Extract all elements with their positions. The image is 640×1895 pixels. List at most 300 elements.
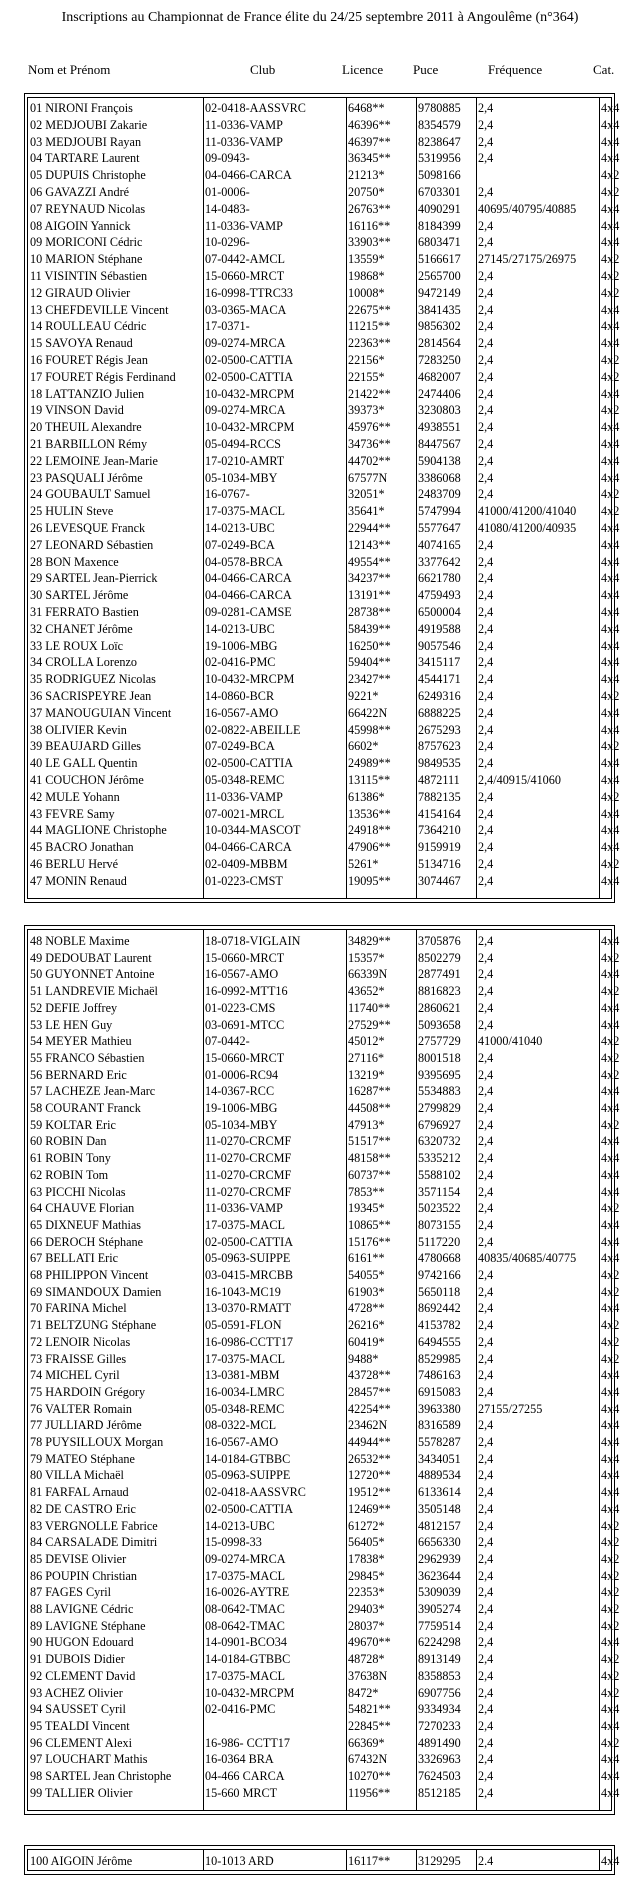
cell-frequence: 2,4 [478,672,494,687]
cell-club: 14-0213-UBC [205,1518,275,1533]
cell-cat: 4x2 [601,504,620,519]
cell-name: 38 OLIVIER Kevin [30,722,127,737]
cell-name: 48 NOBLE Maxime [30,934,130,948]
cell-name: 63 PICCHI Nicolas [30,1184,126,1199]
header-licence: Licence [342,62,384,77]
cell-frequence: 2,4 [478,806,494,821]
cell-club: 11-0336-VAMP [205,218,283,233]
cell-licence: 67577N [348,470,388,485]
cell-frequence: 2,4 [478,1334,494,1349]
cell-name: 70 FARINA Michel [30,1301,127,1316]
table-row [28,234,620,251]
cell-licence: 58439** [348,621,391,636]
cell-name: 57 LACHEZE Jean-Marc [30,1084,156,1099]
cell-name: 94 SAUSSET Cyril [30,1702,126,1717]
cell-puce: 3386068 [418,470,461,485]
cell-name: 66 DEROCH Stéphane [30,1234,144,1249]
cell-licence: 13559* [348,252,385,267]
cell-cat: 4x4 [601,1184,620,1199]
cell-frequence: 2,4 [478,1134,494,1149]
cell-club: 02-0500-CATTIA [205,369,294,384]
cell-cat: 4x4 [601,773,620,787]
cell-licence: 19512** [348,1485,391,1500]
table-row [28,966,620,983]
cell-name: 52 DEFIE Joffrey [30,1000,118,1015]
cell-name: 26 LEVESQUE Franck [30,521,146,535]
table-row [28,604,620,621]
cell-puce: 3415117 [418,655,461,670]
cell-club: 02-0416-PMC [205,1702,276,1717]
cell-frequence: 2,4 [478,840,494,855]
cell-licence: 13115** [348,773,391,787]
cell-cat: 4x4 [601,873,620,888]
table-row [28,1735,620,1752]
cell-puce: 5588102 [418,1167,461,1182]
cell-licence: 61272* [348,1518,385,1533]
cell-frequence: 2,4 [478,1284,494,1299]
cell-cat: 4x2 [601,1334,620,1349]
cell-puce: 6803471 [418,235,461,250]
cell-puce: 4780668 [418,1251,461,1266]
cell-licence: 48158** [348,1151,391,1166]
cell-puce: 4872111 [418,773,460,787]
cell-club: 09-0274-MRCA [205,1551,286,1566]
cell-name: 17 FOURET Régis Ferdinand [30,369,176,384]
table-row [28,1117,620,1134]
cell-licence: 59404** [348,655,391,670]
column-headers [28,62,628,78]
table-row [28,1751,620,1768]
table-row [28,1250,620,1267]
cell-frequence: 41000/41200/41040 [478,504,577,519]
cell-cat: 4x2 [601,269,620,283]
cell-club: 14-0184-GTBBC [205,1652,291,1667]
cell-licence: 61386* [348,789,385,804]
cell-club: 02-0500-CATTIA [205,756,294,771]
cell-cat: 4x4 [601,1451,620,1466]
cell-frequence: 2,4 [478,950,494,965]
cell-puce: 3623644 [418,1568,461,1583]
cell-club: 05-1034-MBY [205,470,278,485]
cell-frequence: 2,4 [478,739,494,754]
cell-puce: 4891490 [418,1735,461,1750]
cell-puce: 5098166 [418,168,461,183]
table-row [28,1434,620,1451]
cell-cat: 4x2 [601,1585,620,1600]
cell-licence: 45998** [348,722,391,737]
cell-cat: 4x2 [601,1351,620,1366]
cell-frequence: 2,4 [478,1000,494,1015]
cell-licence: 8472* [348,1685,379,1700]
cell-puce: 7882135 [418,789,461,804]
cell-name: 100 AIGOIN Jérôme [30,1854,133,1868]
cell-licence: 26216* [348,1318,385,1333]
cell-frequence: 2,4 [478,353,494,367]
table-row [28,386,620,403]
cell-frequence: 2,4 [478,369,494,384]
table-row [28,1067,620,1084]
cell-cat: 4x4 [601,638,620,653]
cell-licence: 28457** [348,1384,391,1399]
page-title: Inscriptions au Championnat de France élite du 24/25 septembre 2011 à Angoulême (n°364) [61,10,579,25]
cell-club: 10-0432-MRCPM [205,386,295,401]
cell-name: 37 MANOUGUIAN Vincent [30,705,172,720]
cell-frequence: 27145/27175/26975 [478,252,577,267]
cell-club: 04-0466-CARCA [205,168,292,183]
cell-puce: 9742166 [418,1268,461,1282]
cell-cat: 4x2 [601,185,620,199]
cell-club: 11-0270-CRCMF [205,1167,292,1182]
table-row [28,1701,620,1718]
cell-cat: 4x4 [601,840,620,855]
cell-licence: 56405* [348,1535,385,1550]
cell-cat: 4x4 [601,302,620,317]
cell-club: 15-660 MRCT [205,1785,278,1800]
cell-cat: 4x4 [601,806,620,821]
cell-frequence: 2,4 [478,1468,494,1483]
cell-frequence: 2,4 [478,386,494,401]
cell-licence: 28037* [348,1618,385,1633]
cell-cat: 4x4 [601,1251,620,1266]
cell-name: 19 VINSON David [30,403,124,418]
cell-club: 10-0432-MRCPM [205,420,295,435]
cell-puce: 2799829 [418,1101,461,1115]
cell-name: 47 MONIN Renaud [30,873,127,888]
cell-club: 15-0660-MRCT [205,950,285,965]
cell-name: 33 LE ROUX Loïc [30,638,124,653]
cell-frequence: 2,4 [478,1368,494,1383]
cell-licence: 34237** [348,571,391,586]
cell-cat: 4x2 [601,984,620,999]
table-row [28,150,620,167]
table-row [28,1217,620,1234]
cell-frequence: 2,4 [478,185,494,199]
cell-club: 05-0963-SUIPPE [205,1468,291,1483]
cell-club: 16-0992-MTT16 [205,984,288,999]
cell-cat: 4x4 [601,101,620,115]
cell-name: 67 BELLATI Eric [30,1251,118,1266]
cell-puce: 4154164 [418,806,461,821]
cell-name: 96 CLEMENT Alexi [30,1735,133,1750]
table-row [28,722,620,739]
cell-name: 02 MEDJOUBI Zakarie [30,117,148,132]
cell-club: 05-0494-RCCS [205,437,281,451]
table-row [28,218,620,235]
cell-name: 11 VISINTIN Sébastien [30,269,148,283]
cell-cat: 4x4 [601,336,620,351]
cell-puce: 2565700 [418,269,461,283]
cell-club: 11-0270-CRCMF [205,1134,292,1149]
cell-puce: 6133614 [418,1485,461,1500]
table-row [28,1000,620,1017]
cell-frequence: 40695/40795/40885 [478,201,577,216]
table-row [28,302,620,319]
table-row [28,772,620,789]
table-row [28,1300,620,1317]
cell-licence: 22353* [348,1585,385,1600]
cell-club: 02-0416-PMC [205,655,276,670]
header-puce: Puce [413,62,439,77]
cell-puce: 4919588 [418,621,461,636]
table-row [28,1518,620,1535]
cell-puce: 6907756 [418,1685,461,1700]
cell-club: 02-0418-AASSVRC [205,1485,306,1500]
cell-licence: 66339N [348,967,388,982]
table-row [28,1668,620,1685]
cell-name: 99 TALLIER Olivier [30,1785,133,1800]
cell-club: 02-0409-MBBM [205,857,288,871]
cell-club: 17-0375-MACL [205,504,285,519]
cell-licence: 23427** [348,672,391,687]
cell-puce: 4938551 [418,420,461,435]
cell-puce: 5117220 [418,1234,461,1249]
cell-club: 17-0375-MACL [205,1568,285,1583]
cell-cat: 4x2 [601,1268,620,1282]
cell-licence: 35641* [348,504,385,519]
cell-club: 17-0375-MACL [205,1351,285,1366]
cell-licence: 44702** [348,453,391,468]
cell-puce: 3377642 [418,554,461,569]
cell-name: 85 DEVISE Olivier [30,1551,127,1566]
cell-name: 75 HARDOIN Grégory [30,1384,146,1399]
table-row [28,1718,620,1735]
header-name: Nom et Prénom [28,62,111,77]
cell-licence: 22363** [348,336,391,351]
cell-licence: 22675** [348,302,391,317]
table-row [28,1050,620,1067]
cell-puce: 9856302 [418,319,461,334]
table-row [28,1551,620,1568]
cell-licence: 22155* [348,369,385,384]
cell-name: 78 PUYSILLOUX Morgan [30,1435,164,1449]
cell-licence: 51517** [348,1134,391,1149]
entries-table-1 [24,93,620,903]
cell-cat: 4x4 [601,1101,620,1115]
cell-cat: 4x4 [601,218,620,233]
cell-licence: 48728* [348,1652,385,1667]
cell-club: 02-0822-ABEILLE [205,722,301,737]
cell-frequence: 2,4 [478,1535,494,1550]
cell-frequence: 2,4 [478,1268,494,1282]
cell-club: 19-1006-MBG [205,1101,278,1115]
cell-cat: 4x2 [601,285,620,300]
table-row [28,789,620,806]
cell-name: 16 FOURET Régis Jean [30,353,148,367]
cell-cat: 4x4 [601,934,620,948]
cell-name: 21 BARBILLON Rémy [30,437,148,451]
cell-puce: 5319956 [418,151,461,166]
table-row [28,1634,620,1651]
table-row [28,873,620,890]
cell-cat: 4x4 [601,1785,620,1800]
cell-puce: 2860621 [418,1000,461,1015]
table-row [28,638,620,655]
cell-frequence: 2,4 [478,605,494,619]
cell-name: 79 MATEO Stéphane [30,1451,135,1466]
cell-cat: 4x2 [601,1117,620,1132]
cell-name: 39 BEAUJARD Gilles [30,739,142,754]
cell-club: 05-1034-MBY [205,1117,278,1132]
cell-frequence: 40835/40685/40775 [478,1251,577,1266]
cell-licence: 16117** [348,1854,391,1868]
cell-cat: 4x2 [601,1067,620,1082]
cell-name: 28 BON Maxence [30,554,119,569]
table-row [28,1417,620,1434]
cell-licence: 22156* [348,353,385,367]
cell-cat: 4x4 [601,705,620,720]
cell-cat: 4x2 [601,369,620,384]
table-row [28,839,620,856]
cell-puce: 3434051 [418,1451,461,1466]
cell-club: 04-0466-CARCA [205,588,292,603]
cell-club: 18-0718-VIGLAIN [205,934,301,948]
table-row [28,822,620,839]
cell-cat: 4x4 [601,1635,620,1650]
cell-licence: 13536** [348,806,391,821]
cell-cat: 4x2 [601,1568,620,1583]
cell-frequence: 2,4 [478,1384,494,1399]
cell-licence: 13191** [348,588,391,603]
table-row [28,167,620,184]
cell-puce: 4812157 [418,1518,461,1533]
cell-club: 02-0418-AASSVRC [205,101,306,115]
cell-puce: 6224298 [418,1635,461,1650]
cell-club: 14-0213-UBC [205,621,275,636]
cell-name: 82 DE CASTRO Eric [30,1501,136,1516]
cell-name: 12 GIRAUD Olivier [30,285,131,300]
cell-cat: 4x4 [601,117,620,132]
table-row [28,503,620,520]
cell-frequence: 2,4 [478,151,494,166]
cell-frequence: 2,4 [478,1351,494,1366]
cell-club: 08-0642-TMAC [205,1618,285,1633]
cell-name: 29 SARTEL Jean-Pierrick [30,571,158,586]
table-row [28,856,620,873]
table-row [28,1401,620,1418]
cell-cat: 4x4 [601,1134,620,1149]
table-row [28,1584,620,1601]
table-row [28,983,620,1000]
table-row [28,436,620,453]
table-row [28,1451,620,1468]
cell-cat: 4x4 [601,554,620,569]
cell-puce: 5747994 [418,504,461,519]
cell-licence: 54821** [348,1702,391,1717]
cell-club: 07-0021-MRCL [205,806,285,821]
cell-club: 02-0500-CATTIA [205,353,294,367]
cell-cat: 4x4 [601,1752,620,1767]
cell-puce: 3905274 [418,1602,461,1616]
cell-cat: 4x4 [601,1217,620,1232]
table-row [28,1100,620,1117]
cell-frequence: 2,4 [478,1702,494,1717]
cell-puce: 8692442 [418,1301,461,1316]
table-row [28,184,620,201]
cell-club: 11-0270-CRCMF [205,1184,292,1199]
table-row [28,1083,620,1100]
table-row [28,671,620,688]
table-row [28,285,620,302]
header-cat: Cat. [593,62,615,77]
cell-cat: 4x4 [601,967,620,982]
table-row [28,654,620,671]
cell-cat: 4x4 [601,823,620,838]
table-row [28,100,620,117]
cell-licence: 13219* [348,1067,385,1082]
cell-club: 08-0642-TMAC [205,1602,285,1616]
header-club: Club [250,62,276,77]
cell-puce: 4682007 [418,369,461,384]
table-row [28,1568,620,1585]
cell-licence: 10008* [348,285,385,300]
cell-puce: 9849535 [418,756,461,771]
cell-name: 93 ACHEZ Olivier [30,1685,123,1700]
table-row [28,1384,620,1401]
table-row [28,1033,620,1050]
cell-name: 83 VERGNOLLE Fabrice [30,1518,158,1533]
cell-frequence: 2,4 [478,1451,494,1466]
table-row [28,705,620,722]
cell-frequence: 2,4 [478,1785,494,1800]
table-row [28,1334,620,1351]
table-row [28,1367,620,1384]
table-row [28,352,620,369]
cell-club: 14-0901-BCO34 [205,1635,287,1650]
cell-club: 17-0371- [205,319,250,334]
cell-puce: 4090291 [418,201,461,216]
cell-club: 16-0998-TTRC33 [205,285,294,300]
cell-name: 32 CHANET Jérôme [30,621,133,636]
cell-frequence: 2,4 [478,554,494,569]
cell-name: 73 FRAISSE Gilles [30,1351,127,1366]
cell-club: 07-0442-AMCL [205,252,285,267]
cell-frequence: 2,4 [478,873,494,888]
table-row [28,1484,620,1501]
cell-name: 09 MORICONI Cédric [30,235,143,250]
cell-cat: 4x4 [601,1702,620,1717]
table-row [28,1618,620,1635]
cell-licence: 27529** [348,1017,391,1032]
cell-licence: 26532** [348,1451,391,1466]
cell-puce: 8358853 [418,1668,461,1683]
cell-frequence: 2,4 [478,302,494,317]
cell-frequence: 2,4 [478,1234,494,1249]
cell-puce: 7759514 [418,1618,461,1633]
cell-club: 16-0567-AMO [205,705,279,720]
cell-cat: 4x4 [601,672,620,687]
cell-frequence: 27155/27255 [478,1401,543,1416]
cell-puce: 9159919 [418,840,461,855]
table-row [28,1017,620,1034]
cell-puce: 5650118 [418,1284,461,1299]
cell-cat: 4x4 [601,1301,620,1316]
cell-licence: 5261* [348,857,379,871]
cell-licence: 6161** [348,1251,385,1266]
cell-frequence: 2,4 [478,403,494,418]
table-row [28,1467,620,1484]
cell-club: 16-0034-LMRC [205,1384,285,1399]
cell-name: 95 TEALDI Vincent [30,1718,130,1733]
cell-licence: 28738** [348,605,391,619]
cell-club: 17-0375-MACL [205,1217,285,1232]
cell-puce: 5534883 [418,1084,461,1099]
cell-frequence: 2,4 [478,823,494,838]
cell-frequence: 2,4 [478,571,494,586]
cell-frequence: 2,4 [478,655,494,670]
cell-licence: 21422** [348,386,391,401]
header-frequence: Fréquence [488,62,543,77]
cell-puce: 6249316 [418,689,461,703]
